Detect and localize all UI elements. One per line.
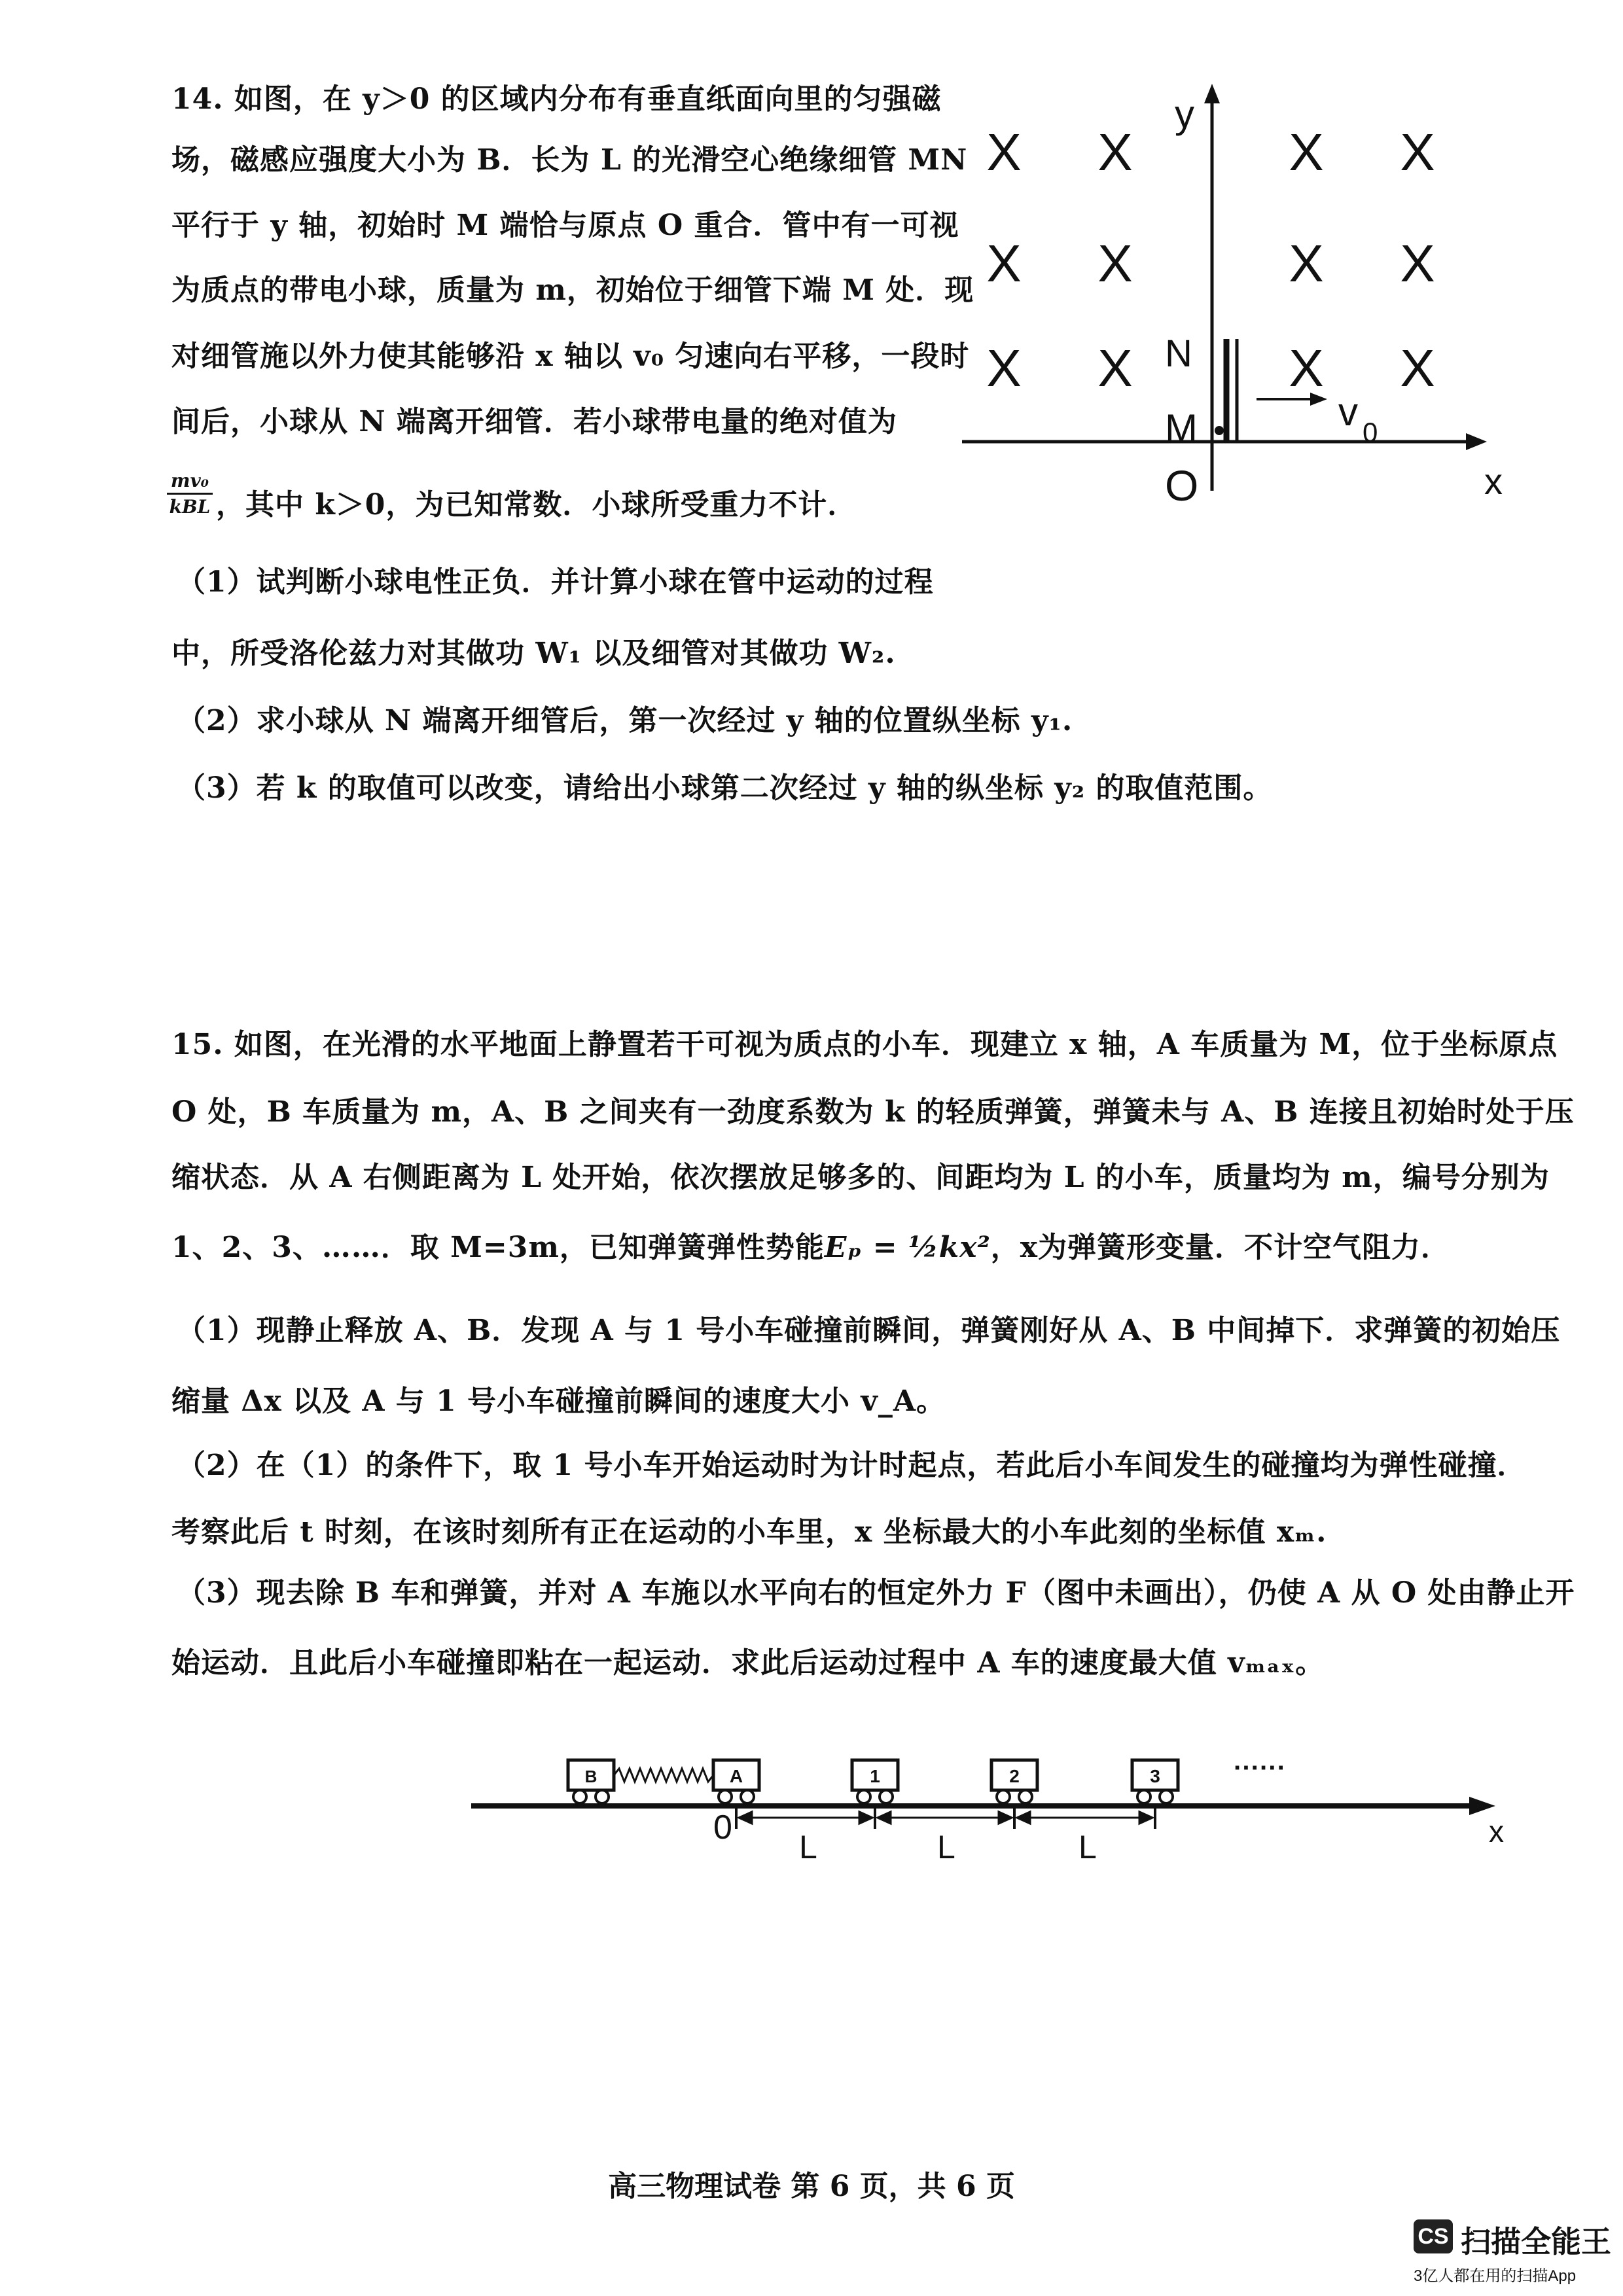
cart-wheel [1019,1790,1032,1803]
x-axis-label: x [1484,461,1503,502]
q15-sub1-a: （1）现静止释放 A、B．发现 A 与 1 号小车碰撞前瞬间，弹簧刚好从 A、B 中间掉下．求弹簧的初始压 [177,1314,1561,1347]
q15-line-4-end: ，x为弹簧形变量．不计空气阻力． [990,1231,1451,1264]
cart-3-label: 3 [1150,1766,1160,1786]
carts-figure [458,1740,1544,1871]
scanner-logo-icon: CS [1414,2219,1453,2253]
dimension-l-2 [878,1812,1012,1824]
distance-label-2: L [937,1829,955,1865]
cart-wheel [997,1790,1010,1803]
q14-sub3: （3）若 k 的取值可以改变，请给出小球第二次经过 y 轴的纵坐标 y₂ 的取值范围。 [177,771,1273,805]
ground-axis-label: x [1489,1814,1504,1848]
distance-label-1: L [799,1829,817,1865]
cart-wheel [741,1790,754,1803]
cart-1-label: 1 [870,1766,880,1786]
field-cross: X [1097,339,1133,397]
q15-line-3: 缩状态．从 A 右侧距离为 L 处开始，依次摆放足够多的、间距均为 L 的小车，质量均为 m，编号分别为 [171,1161,1550,1194]
cart-a-label: A [729,1766,743,1786]
cart-wheel [1160,1790,1173,1803]
charge-fraction [167,470,213,518]
spring-energy-formula: Eₚ = ½kx² [824,1231,991,1264]
field-cross: X [1400,234,1435,292]
origin-label: O [1165,461,1199,510]
velocity-subscript: 0 [1363,417,1378,448]
q14-sub1-b: 中，所受洛伦兹力对其做功 W₁ 以及细管对其做功 W₂. [171,637,896,670]
q15-line-4-start: 1、2、3、……．取 M=3m，已知弹簧弹性势能 [171,1231,825,1264]
q14-line-1: 14. 如图，在 y＞0 的区域内分布有垂直纸面向里的匀强磁 [171,82,942,116]
page-footer: 高三物理试卷 第 6 页，共 6 页 [608,2170,1015,2203]
dimension-l-3 [1017,1812,1152,1824]
field-cross: X [986,234,1022,292]
q14-line-4: 为质点的带电小球，质量为 m，初始位于细管下端 M 处．现 [171,274,974,307]
ground-axis-arrow [1469,1797,1495,1815]
cart-wheel [573,1790,586,1803]
fraction-numerator: mv₀ [170,470,209,491]
y-axis-arrow [1204,84,1220,103]
q14-line-6: 间后，小球从 N 端离开细管．若小球带电量的绝对值为 [171,405,897,438]
field-cross: X [986,123,1022,181]
q14-sub2: （2）求小球从 N 端离开细管后，第一次经过 y 轴的位置纵坐标 y₁. [177,704,1073,737]
tube-m-label: M [1165,406,1198,450]
cart-wheel [857,1790,870,1803]
cart-wheel [719,1790,732,1803]
field-cross: X [1400,123,1435,181]
dimension-l-1 [739,1812,872,1824]
field-cross: X [1400,339,1435,397]
scanner-app-name: 扫描全能王 [1461,2225,1611,2259]
field-cross: X [1289,123,1324,181]
q14-sub1-a: （1）试判断小球电性正负．并计算小球在管中运动的过程 [177,565,934,599]
y-axis-label: y [1175,92,1194,136]
cart-wheel [596,1790,609,1803]
field-cross: X [986,339,1022,397]
q15-sub3-b: 始运动．且此后小车碰撞即粘在一起运动．求此后运动过程中 A 车的速度最大值 vₘₐₓ。 [171,1646,1325,1680]
q15-sub2-a: （2）在（1）的条件下，取 1 号小车开始运动时为计时起点，若此后小车间发生的碰撞均为弹性碰撞． [177,1449,1527,1482]
q14-line-7: ，其中 k＞0，为已知常数．小球所受重力不计． [216,488,857,521]
q14-line-5: 对细管施以外力使其能够沿 x 轴以 v₀ 匀速向右平移，一段时 [171,340,970,373]
q15-sub2-b: 考察此后 t 时刻，在该时刻所有正在运动的小车里，x 坐标最大的小车此刻的坐标值 xₘ. [171,1515,1327,1549]
more-carts-ellipsis: ······ [1234,1754,1286,1782]
field-cross: X [1097,234,1133,292]
fraction-bar [167,493,213,495]
field-cross: X [1289,234,1324,292]
origin-marker-label: 0 [713,1809,732,1846]
spring [614,1769,713,1782]
q14-line-2: 场，磁感应强度大小为 B．长为 L 的光滑空心绝缘细管 MN [171,143,968,177]
field-cross: X [1289,339,1324,397]
cart-wheel [880,1790,893,1803]
x-axis-arrow [1466,433,1487,450]
field-cross: X [1097,123,1133,181]
q15-sub1-b: 缩量 Δx 以及 A 与 1 号小车碰撞前瞬间的速度大小 v_A。 [171,1385,946,1418]
q14-line-3: 平行于 y 轴，初始时 M 端恰与原点 O 重合．管中有一可视 [171,209,959,242]
q15-line-4 [171,1224,1450,1265]
scanner-tagline: 3亿人都在用的扫描App [1414,2267,1577,2285]
q15-line-1: 15. 如图，在光滑的水平地面上静置若干可视为质点的小车．现建立 x 轴，A 车质量为 M，位于坐标原点 [171,1028,1558,1061]
magnetic-field-figure [949,72,1525,523]
tube-n-label: N [1165,332,1192,375]
cart-b-label: B [584,1767,597,1786]
distance-label-3: L [1079,1829,1097,1865]
charged-ball [1215,426,1224,435]
cart-wheel [1137,1790,1150,1803]
cart-2-label: 2 [1009,1766,1020,1786]
velocity-label: v [1338,390,1358,434]
fraction-denominator: kBL [169,496,211,518]
q15-sub3-a: （3）现去除 B 车和弹簧，并对 A 车施以水平向右的恒定外力 F（图中未画出），仍使 A 从 O 处由静止开 [177,1576,1575,1610]
q15-line-2: O 处，B 车质量为 m，A、B 之间夹有一劲度系数为 k 的轻质弹簧，弹簧未与 A、B 连接且初始时处于压 [171,1095,1575,1129]
